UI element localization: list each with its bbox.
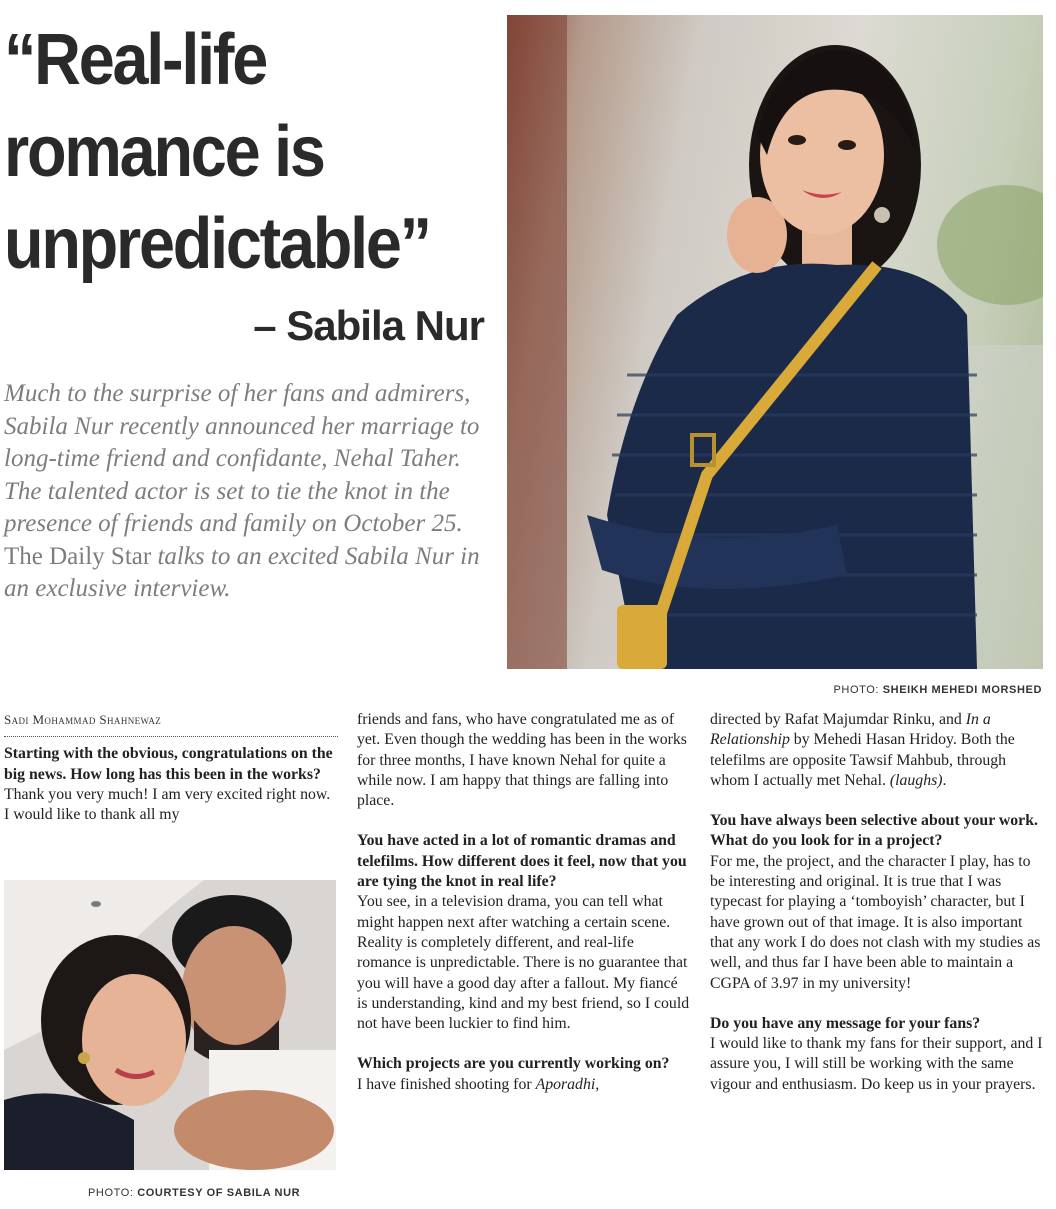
credit-prefix: PHOTO: (833, 684, 883, 696)
question-3: Which projects are you currently working on? (357, 1055, 670, 1073)
article-column-2 (357, 710, 692, 1095)
standfirst-text: Much to the surprise of her fans and admirers, Sabila Nur recently announced her marriage to long-time friend and confidante, Nehal Taher. The talented actor is set to tie the knot in the presence of friends and family on October 25. (4, 380, 480, 537)
main-portrait-photo (507, 15, 1043, 669)
inset-photo-credit (88, 1187, 300, 1199)
couple-selfie-photo (4, 880, 336, 1170)
standfirst (4, 378, 484, 606)
credit-prefix: PHOTO: (88, 1187, 138, 1199)
answer-3-text: I have finished shooting for (357, 1075, 536, 1093)
article-column-3 (710, 710, 1046, 1095)
main-photo-credit (833, 684, 1042, 696)
question-5: Do you have any message for your fans? (710, 1014, 981, 1032)
selfie-illustration (4, 880, 336, 1170)
headline-line-2: romance is (4, 112, 324, 192)
answer-1-part-2: friends and fans, who have congratulated me as of yet. Even though the wedding has been in the works for three months, I have known Nehal for quite a while now. I am happy that things are falling into place. (357, 711, 687, 810)
project-title-aporadhi: Aporadhi, (535, 1075, 600, 1093)
answer-3-text-end: by Mehedi Hasan Hridoy. Both the telefilms are opposite Tawsif Mahbub, through whom I actually met Nehal. (710, 731, 1015, 789)
article-column-1 (4, 710, 338, 825)
standfirst-text-end: talks to an excited Sabila Nur in an exclusive interview. (4, 542, 480, 602)
credit-name: COURTESY OF SABILA NUR (137, 1187, 301, 1199)
project-title-relationship: In a Relationship (710, 711, 991, 749)
answer-3-period: . (942, 771, 947, 789)
credit-name: SHEIKH MEHEDI MORSHED (882, 684, 1042, 696)
portrait-illustration (507, 15, 1043, 669)
question-1: Starting with the obvious, congratulations on the big news. How long has this been in the works? (4, 745, 333, 783)
headline-line-1: “Real-life (4, 20, 266, 100)
headline-attribution: – Sabila Nur (253, 302, 484, 349)
headline (4, 14, 454, 290)
answer-3-start (357, 1075, 692, 1095)
question-4: You have always been selective about your work. What do you look for in a project? (710, 812, 1038, 850)
publication-name: The Daily Star (4, 542, 152, 570)
answer-4: For me, the project, and the character I play, has to be interesting and original. It is true that I was typecast for playing a ‘tomboyish’ character, but I have grown out of that image. It is also important that any work I do does not clash with my studies as well, and thus far I have been able to maintain a CGPA of 3.97 in my university! (710, 852, 1041, 992)
answer-1-part-1: Thank you very much! I am very excited right now. I would like to thank all my (4, 785, 331, 824)
answer-3-continued (710, 710, 1046, 791)
answer-5: I would like to thank my fans for their support, and I assure you, I will still be working with the same vigour and enthusiasm. Do keep us in your prayers. (710, 1035, 1043, 1093)
laughs-aside: (laughs) (889, 771, 943, 789)
answer-2: You see, in a television drama, you can tell what might happen next after watching a certain scene. Reality is completely different, and real-life romance is unpredictable. There is no guarantee that you will have a good day after a fallout. My fiancé is understanding, kind and my best friend, so I could not have been luckier to find him. (357, 893, 690, 1033)
byline: Sadi Mohammad Shahnewaz (4, 710, 338, 737)
answer-3-text: directed by Rafat Majumdar Rinku, and (710, 711, 966, 728)
question-2: You have acted in a lot of romantic dramas and telefilms. How different does it feel, now that you are tying the knot in real life? (357, 832, 687, 891)
headline-line-3: unpredictable” (4, 204, 430, 284)
